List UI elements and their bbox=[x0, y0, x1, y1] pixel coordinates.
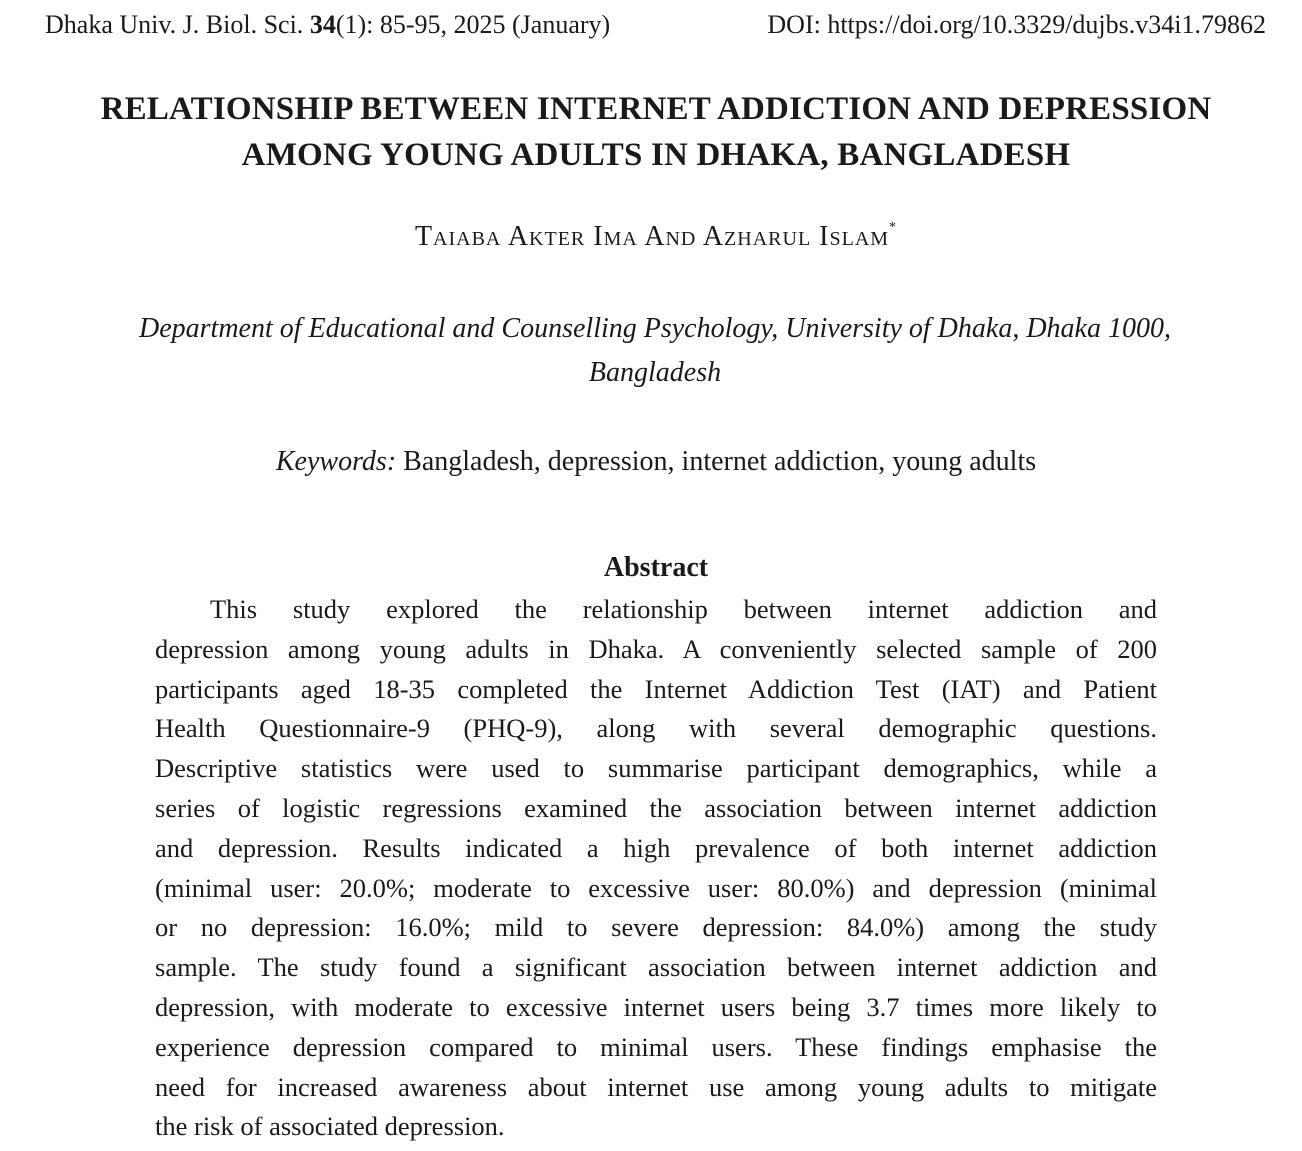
abstract-line: participants aged 18-35 completed the Internet Addiction Test (IAT) and Patient bbox=[155, 673, 1157, 704]
abstract-line: or no depression: 16.0%; mild to severe depression: 84.0%) among the study bbox=[155, 912, 1157, 943]
title-line: AMONG YOUNG ADULTS IN DHAKA, BANGLADESH bbox=[241, 137, 1071, 173]
keywords bbox=[0, 443, 1302, 481]
journal-name: Dhaka Univ. J. Biol. Sci. bbox=[45, 10, 304, 39]
affiliation bbox=[60, 307, 1250, 395]
keywords-label: Keywords: bbox=[275, 446, 397, 477]
abstract-line: the risk of associated depression. bbox=[155, 1111, 505, 1142]
abstract-line: (minimal user: 20.0%; moderate to excessive user: 80.0%) and depression (minimal bbox=[155, 872, 1157, 903]
paper-title bbox=[40, 86, 1272, 178]
running-header bbox=[0, 8, 1302, 42]
journal-volume: 34 bbox=[309, 10, 336, 39]
abstract-line: Health Questionnaire-9 (PHQ-9), along with several demographic questions. bbox=[155, 713, 1157, 744]
author-list bbox=[0, 218, 1302, 256]
abstract-body bbox=[155, 590, 1157, 1147]
journal-citation bbox=[45, 8, 610, 42]
abstract-line: depression, with moderate to excessive internet users being 3.7 times more likely to bbox=[155, 991, 1157, 1022]
abstract-line: series of logistic regressions examined the association between internet addiction bbox=[155, 792, 1157, 823]
abstract-line: and depression. Results indicated a high prevalence of both internet addiction bbox=[155, 832, 1157, 863]
abstract-line: This study explored the relationship between internet addiction and bbox=[210, 594, 1157, 624]
abstract-line: experience depression compared to minimal users. These findings emphasise the bbox=[155, 1031, 1157, 1062]
abstract-line: need for increased awareness about internet use among young adults to mitigate bbox=[155, 1071, 1157, 1102]
abstract-line: sample. The study found a significant association between internet addiction and bbox=[155, 952, 1157, 983]
abstract-heading: Abstract bbox=[603, 552, 709, 583]
keywords-text: Bangladesh, depression, internet addiction, young adults bbox=[403, 446, 1037, 477]
abstract-line: Descriptive statistics were used to summarise participant demographics, while a bbox=[155, 753, 1157, 784]
journal-issue-pages-date: (1): 85-95, 2025 (January) bbox=[335, 10, 611, 39]
abstract-line: depression among young adults in Dhaka. A conveniently selected sample of 200 bbox=[155, 633, 1157, 664]
title-line: RELATIONSHIP BETWEEN INTERNET ADDICTION AND DEPRESSION bbox=[100, 91, 1212, 127]
affiliation-line: Bangladesh bbox=[588, 357, 722, 388]
doi-link[interactable]: DOI: https://doi.org/10.3329/dujbs.v34i1.79862 bbox=[767, 10, 1266, 39]
corresponding-author-marker: * bbox=[889, 220, 898, 235]
author-names: Taiaba Akter Ima And Azharul Islam bbox=[414, 221, 890, 252]
affiliation-line: Department of Educational and Counselling Psychology, University of Dhaka, Dhaka 1000, bbox=[139, 313, 1171, 344]
